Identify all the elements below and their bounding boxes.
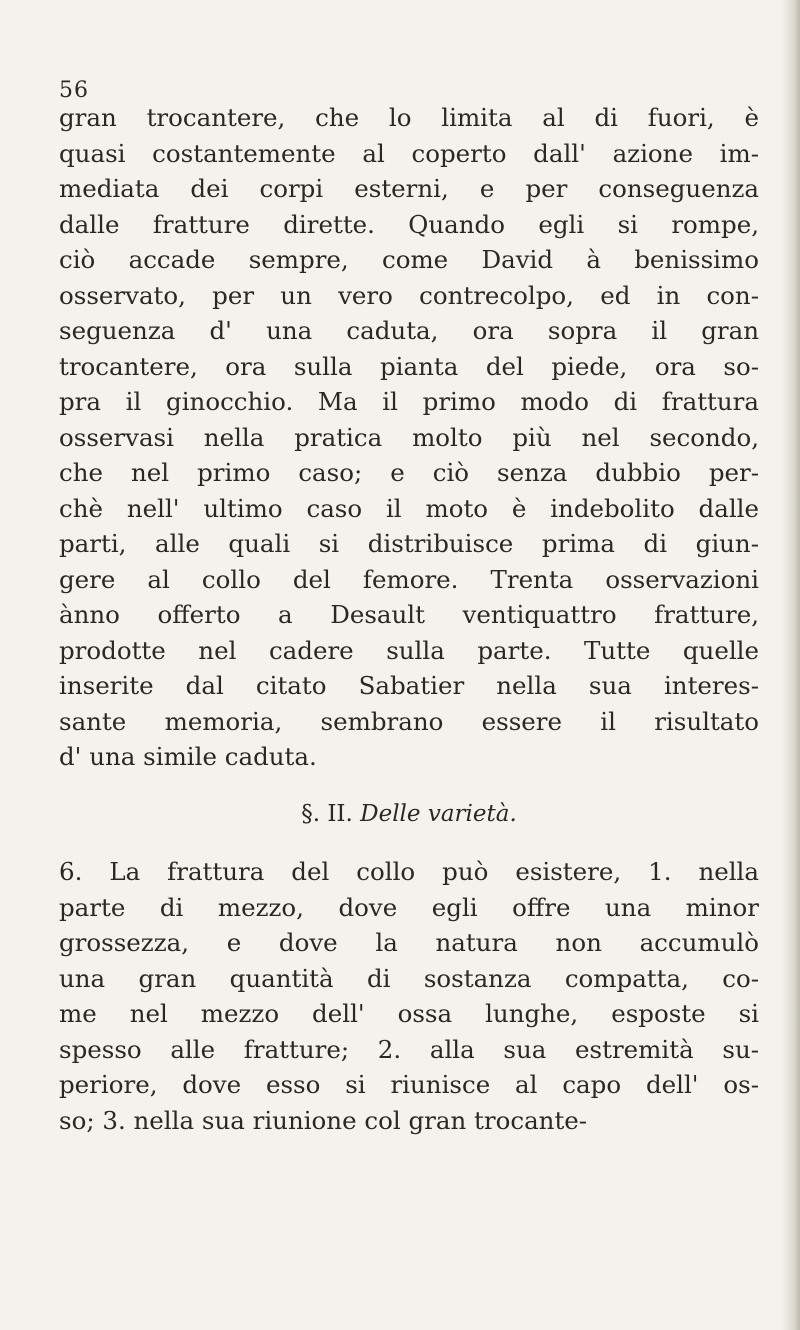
text-line: prodotte nel cadere sulla parte. Tutte quelle (59, 635, 759, 665)
text-line: parti, alle quali si distribuisce prima di giun- (59, 529, 759, 558)
page-number: 56 (59, 78, 89, 103)
text-line: mediata dei corpi esterni, e per conseguenza (59, 174, 759, 203)
paragraph-1 (59, 100, 759, 775)
text-line: che nel primo caso; e ciò senza dubbio per- (59, 458, 759, 487)
section-heading (59, 797, 759, 833)
text-line: gran trocantere, che lo limita al di fuori, è (59, 103, 759, 132)
text-line: osservasi nella pratica molto più nel secondo, (59, 422, 759, 452)
text-line: ànno offerto a Desault ventiquattro fratture, (59, 600, 759, 629)
text-line: grossezza, e dove la natura non accumulò (59, 928, 759, 957)
text-line: seguenza d' una caduta, ora sopra il gran (59, 316, 759, 345)
page-text (59, 100, 759, 1138)
section-number: §. II. (301, 800, 353, 827)
text-line: periore, dove esso si riunisce al capo dell' os- (59, 1070, 759, 1099)
text-line: spesso alle fratture; 2. alla sua estremità su- (59, 1034, 759, 1064)
text-line: dalle fratture dirette. Quando egli si rompe, (59, 209, 759, 239)
page-edge-shadow (782, 0, 800, 1330)
text-line: una gran quantità di sostanza compatta, co- (59, 963, 759, 993)
text-line: parte di mezzo, dove egli offre una minor (59, 892, 759, 922)
text-line: quasi costantemente al coperto dall' azione im- (59, 138, 759, 168)
text-line: d' una simile caduta. (59, 742, 317, 771)
text-line: chè nell' ultimo caso il moto è indebolito dalle (59, 493, 759, 523)
paragraph-2 (59, 854, 759, 1138)
text-line: me nel mezzo dell' ossa lunghe, esposte si (59, 999, 759, 1028)
text-line: trocantere, ora sulla pianta del piede, ora so- (59, 351, 759, 381)
text-line: inserite dal citato Sabatier nella sua interes- (59, 671, 759, 700)
text-line: osservato, per un vero contrecolpo, ed in con- (59, 280, 759, 310)
text-line: so; 3. nella sua riunione col gran trocante- (59, 1105, 588, 1135)
section-title: Delle varietà. (360, 800, 517, 827)
text-line: pra il ginocchio. Ma il primo modo di frattura (59, 387, 759, 416)
text-line: 6. La frattura del collo può esistere, 1. nella (59, 857, 759, 886)
text-line: ciò accade sempre, come David à benissimo (59, 245, 759, 274)
text-line: sante memoria, sembrano essere il risultato (59, 706, 759, 736)
text-line: gere al collo del femore. Trenta osservazioni (59, 564, 759, 594)
